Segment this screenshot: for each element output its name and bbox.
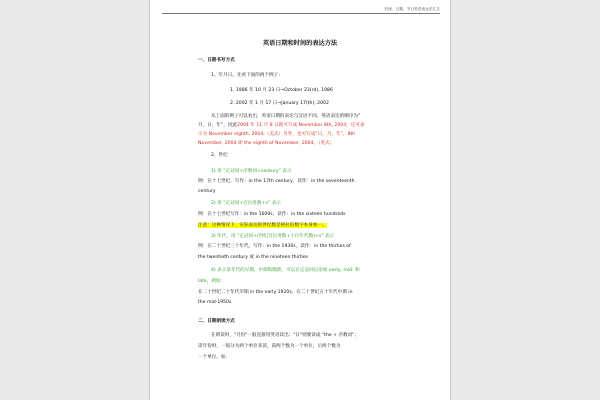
rule-line-4-cont: late，例如： <box>198 279 226 284</box>
text-segment: 月，日，年”，因此 <box>198 123 238 128</box>
example-line: 例：在二十世纪三十年代，写作：in the 1930s，读作：in the thirties of <box>198 244 351 249</box>
red-text-segment: 2004 年 11 月 8 日就可写成 November 8th, 2004，还可表 <box>237 123 365 128</box>
example-line: the twentieth century 或 in the nineteen thirties <box>198 255 309 260</box>
example-line: century <box>198 189 216 194</box>
document-title: 英语日期和时间的表达方法 <box>262 40 338 47</box>
section-heading-1: 一、日期书写方式 <box>198 58 235 63</box>
example-line-2: 2. 2002 年 1 月 17 日→January 17(th), 2002 <box>230 101 329 106</box>
example-line: the mid-1950s <box>198 300 232 305</box>
paragraph-line: 在朗读时，"月份"一般直接用英语读出；"日"则要读成 "the + 序数词"； <box>211 333 359 338</box>
running-header: 时间、日期、节日英语表达法汇总 <box>384 7 440 11</box>
red-paragraph-line: 示为 November eighth, 2004,（美式）另外，也可写成“日，月，年”，8th <box>198 132 356 137</box>
document-page <box>150 0 450 400</box>
subheading-century: 2、世纪 <box>211 153 228 158</box>
example-line: 例：在十七世纪写作：in the 1600s，读作：in the sixteen hundreds <box>198 212 346 217</box>
header-divider <box>162 13 440 14</box>
paragraph-line <box>198 123 365 128</box>
paragraph-line: 一个单位。如： <box>198 355 231 360</box>
paragraph-line: 从上面的例子可以看出，英语日期的表达与汉语不同。英语表达的顺序为“ <box>211 114 361 119</box>
section-heading-2: 二、日期朗读方式 <box>198 319 235 324</box>
red-paragraph-line: November, 2004 即 the eighth of November, 2004。（英式） <box>198 141 335 146</box>
example-line: 在二十世纪二十年代早期 in the early 1920s，在二十世纪五十年代中期 in <box>198 290 353 295</box>
paragraph-line: 1、年月日。先看下面的两个例子： <box>211 73 283 78</box>
rule-line-2: 2) 用 “定冠词+百位进数+s” 表示 <box>211 201 281 206</box>
rule-line-1: 1) 用 “定冠词+序数词+century” 表示 <box>211 169 292 174</box>
example-line-1: 1. 1986 年 10 月 23 日→October 23(rd), 1986 <box>230 88 333 93</box>
paragraph-line: 读年份时，一般分为两个单位来读，前两个数为一个单位，后两个数为 <box>198 344 341 349</box>
rule-line-3: 3) 年代，用 “定冠词+(世纪百位进数+十位年代数)+s” 表示 <box>211 234 335 239</box>
rule-line-4: 4) 表示某年代的早期，中期和晚期，可以在定冠词后添加 early, mid- 和 <box>211 268 360 273</box>
highlighted-note: 注意：这种情况下，实际表达的世纪数是阿拉伯数字本身加一。 <box>198 223 327 228</box>
example-line: 例：在十七世纪，写作：in the 17th century，读作：in the seventeenth <box>198 179 355 184</box>
